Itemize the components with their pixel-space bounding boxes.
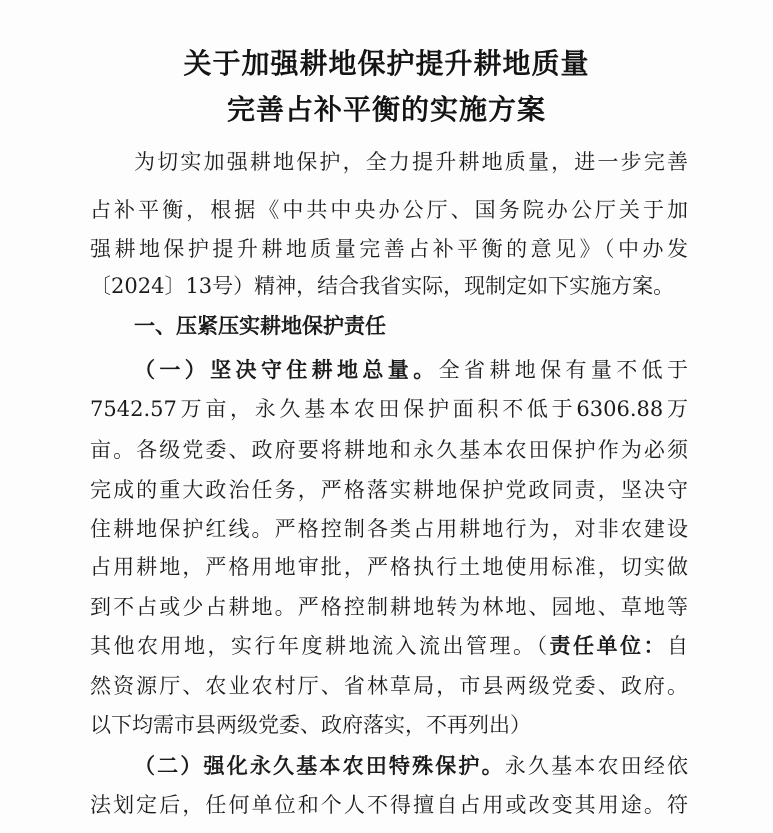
section-1-heading: 一、压紧压实耕地保护责任 [134,314,386,338]
document-title-line-1: 关于加强耕地保护提升耕地质量 [183,47,590,80]
item-1-line-1 [134,356,688,384]
item-1-line-8-text: 其他农用地，实行年度耕地流入流出管理。（ [90,634,550,658]
item-1-line-1-text: 全省耕地保有量不低于 [438,358,689,382]
item-1-line-7: 到不占或少占耕地。严格控制耕地转为林地、园地、草地等 [90,595,688,619]
item-1-line-9: 然资源厅、农业农村厅、省林草局，市县两级党委、政府。 [90,674,688,698]
item-1-line-3: 亩。各级党委、政府要将耕地和永久基本农田保护作为必须 [90,438,688,462]
item-1-line-8 [90,632,688,660]
item-1-line-8-tail: 自 [667,634,688,658]
responsible-unit-label: 责任单位： [549,634,667,658]
item-2-line-1-text: 永久基本农田经依 [504,754,688,778]
intro-line-1: 为切实加强耕地保护，全力提升耕地质量，进一步完善 [134,150,688,174]
item-1-line-2: 7542.57万亩，永久基本农田保护面积不低于6306.88万 [90,397,688,421]
item-1-line-10: 以下均需市县两级党委、政府落实，不再列出） [90,713,531,737]
intro-line-3: 强耕地保护提升耕地质量完善占补平衡的意见》（中办发 [90,237,688,261]
document-title-line-2: 完善占补平衡的实施方案 [226,93,546,126]
intro-line-2: 占补平衡，根据《中共中央办公厅、国务院办公厅关于加 [90,198,688,222]
item-2-title: （二）强化永久基本农田特殊保护。 [134,754,505,778]
item-2-line-2: 法划定后，任何单位和个人不得擅自占用或改变其用途。符 [90,793,688,817]
intro-line-4: 〔2024〕13号）精神，结合我省实际，现制定如下实施方案。 [90,274,675,298]
item-1-line-6: 占用耕地，严格用地审批，严格执行土地使用标准，切实做 [90,555,688,579]
item-1-line-4: 完成的重大政治任务，严格落实耕地保护党政同责，坚决守 [90,478,688,502]
item-1-line-5: 住耕地保护红线。严格控制各类占用耕地行为，对非农建设 [90,517,688,541]
item-1-title: （一）坚决守住耕地总量。 [134,358,439,382]
item-2-line-1 [134,752,688,780]
